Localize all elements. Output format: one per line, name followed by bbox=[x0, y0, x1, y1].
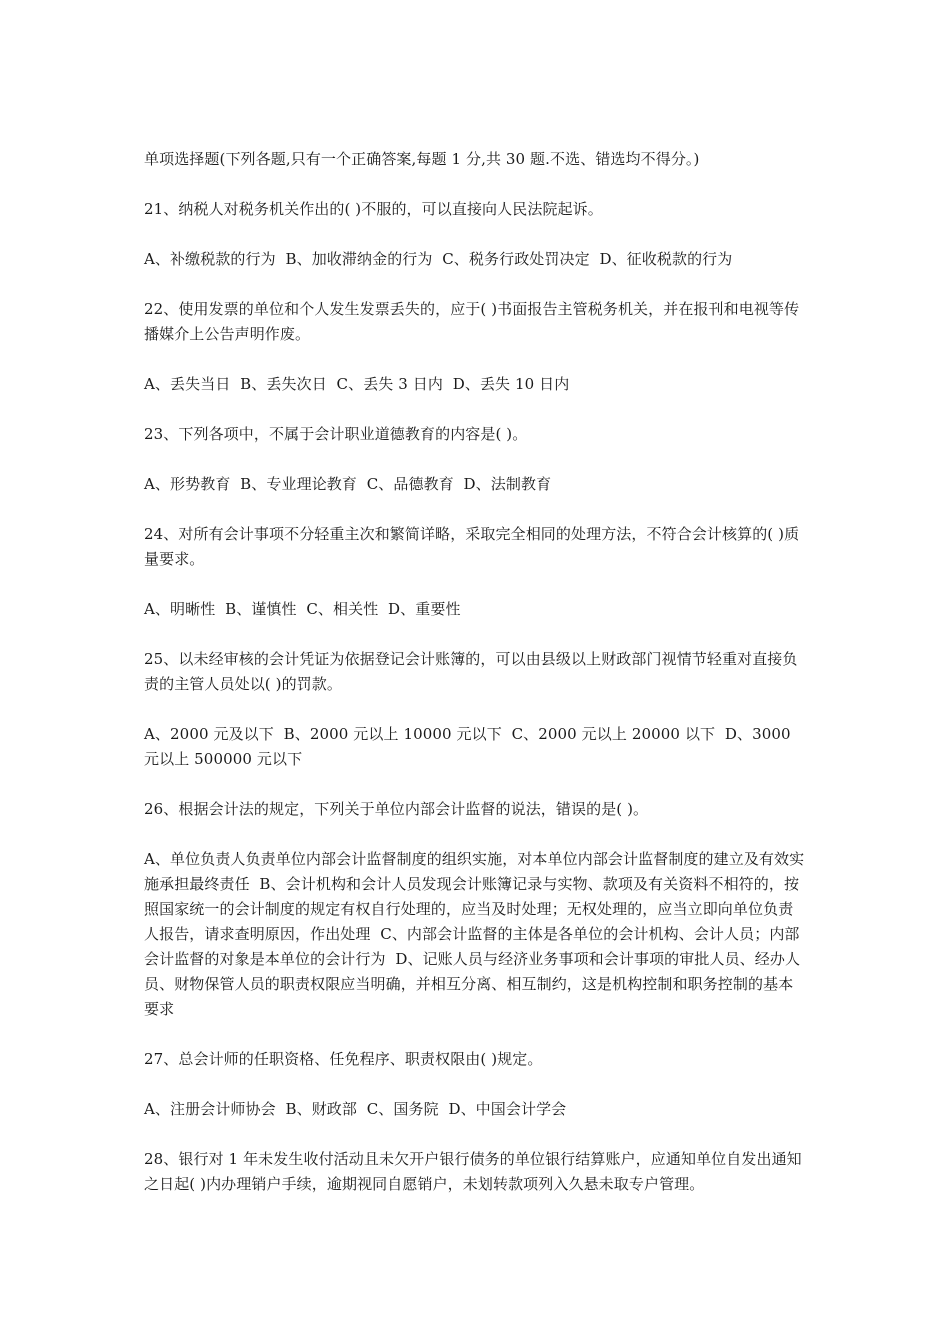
question-26: 26、根据会计法的规定，下列关于单位内部会计监督的说法，错误的是( )。 bbox=[144, 800, 649, 818]
options-25: A、2000 元及以下 B、2000 元以上 10000 元以下 C、2000 元以上 20000 以下 D、3000 元以上 500000 元以下 bbox=[144, 725, 796, 768]
question-22: 22、使用发票的单位和个人发生发票丢失的，应于( )书面报告主管税务机关，并在报刊和电视等传播媒介上公告声明作废。 bbox=[144, 300, 800, 343]
options-21: A、补缴税款的行为 B、加收滞纳金的行为 C、税务行政处罚决定 D、征收税款的行为 bbox=[144, 250, 733, 268]
question-27: 27、总会计师的任职资格、任免程序、职责权限由( )规定。 bbox=[144, 1050, 543, 1068]
question-28: 28、银行对 1 年未发生收付活动且未欠开户银行债务的单位银行结算账户，应通知单位自发出通知之日起( )内办理销户手续，逾期视同自愿销户，未划转款项列入久悬未取专户管理。 bbox=[144, 1150, 802, 1193]
options-22: A、丢失当日 B、丢失次日 C、丢失 3 日内 D、丢失 10 日内 bbox=[144, 375, 570, 393]
question-24: 24、对所有会计事项不分轻重主次和繁简详略，采取完全相同的处理方法，不符合会计核算的( )质量要求。 bbox=[144, 525, 800, 568]
options-24: A、明晰性 B、谨慎性 C、相关性 D、重要性 bbox=[144, 600, 461, 618]
document-page bbox=[144, 147, 808, 1222]
question-23: 23、下列各项中，不属于会计职业道德教育的内容是( )。 bbox=[144, 425, 528, 443]
question-21: 21、纳税人对税务机关作出的( )不服的，可以直接向人民法院起诉。 bbox=[144, 200, 603, 218]
options-23: A、形势教育 B、专业理论教育 C、品德教育 D、法制教育 bbox=[144, 475, 552, 493]
question-25: 25、以未经审核的会计凭证为依据登记会计账簿的，可以由县级以上财政部门视情节轻重对直接负责的主管人员处以( )的罚款。 bbox=[144, 650, 798, 693]
options-26: A、单位负责人负责单位内部会计监督制度的组织实施，对本单位内部会计监督制度的建立及有效实施承担最终责任 B、会计机构和会计人员发现会计账簿记录与实物、款项及有关资料不相符的，按照国家统一的会计制度的规定有权自行处理的，应当及时处理；无权处理的，应当立即向单位负责人报告，请求查明原因，作出处理 C、内部会计监督的主体是各单位的会计机构、会计人员；内部会计监督的对象是本单位的会计行为 D、记账人员与经济业务事项和会计事项的审批人员、经办人员、财物保管人员的职责权限应当明确，并相互分离、相互制约，这是机构控制和职务控制的基本要求 bbox=[144, 850, 805, 1018]
section-heading: 单项选择题(下列各题,只有一个正确答案,每题 1 分,共 30 题.不选、错选均不得分。) bbox=[144, 150, 700, 168]
options-27: A、注册会计师协会 B、财政部 C、国务院 D、中国会计学会 bbox=[144, 1100, 567, 1118]
